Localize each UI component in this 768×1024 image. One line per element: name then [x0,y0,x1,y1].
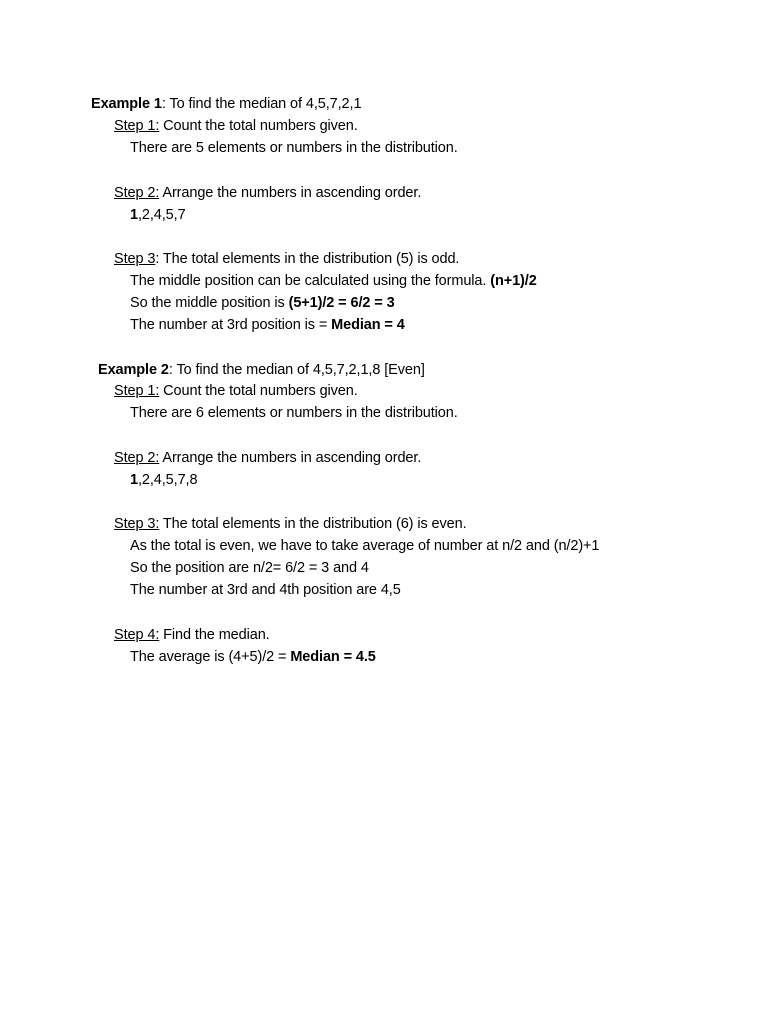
example1-middle-text: So the middle position is [130,295,289,311]
example1-result-text: The number at 3rd position is = [130,317,332,333]
example1-step2-label: Step 2: [114,185,160,201]
example1-step1-detail: There are 5 elements or numbers in the distribution. [130,140,458,156]
example1-step3 [114,249,459,269]
example2-label: Example 2 [98,362,169,378]
example1-label: Example 1 [91,96,162,112]
example2-step1 [114,381,358,401]
example1-step3-label: Step 3 [114,251,156,267]
example2-sorted-first: 1 [130,472,138,488]
example1-sorted-list [130,205,186,225]
example1-middle-line [130,293,395,313]
example1-formula-text: The middle position can be calculated using the formula. [130,273,491,289]
example2-step4-label: Step 4: [114,627,160,643]
example2-step2-label: Step 2: [114,450,160,466]
example1-formula-line [130,271,537,291]
example2-step4 [114,625,270,645]
example1-heading-text: : To find the median of 4,5,7,2,1 [161,96,362,112]
example2-step3-label: Step 3: [114,516,160,532]
example2-average-line: As the total is even, we have to take average of number at n/2 and (n/2)+1 [130,538,600,554]
example1-step1-label: Step 1: [114,118,160,134]
example2-step1-detail: There are 6 elements or numbers in the distribution. [130,405,458,421]
example2-heading-text: : To find the median of 4,5,7,2,1,8 [Even] [168,362,425,378]
example2-result: Median = 4.5 [290,649,376,665]
example1-middle-calc: (5+1)/2 = 6/2 = 3 [288,295,395,311]
example1-step3-text: : The total elements in the distribution (5) is odd. [155,251,460,267]
example2-step3-text: The total elements in the distribution (6) is even. [159,516,467,532]
example2-step1-label: Step 1: [114,383,160,399]
example2-heading [98,360,425,380]
example1-sorted-first: 1 [130,207,138,223]
example2-step3 [114,514,467,534]
example2-sorted-list [130,470,197,490]
example2-sorted-rest: ,2,4,5,7,8 [137,472,198,488]
example1-step1-text: Count the total numbers given. [159,118,358,134]
example2-step2 [114,448,421,468]
example1-step2 [114,183,421,203]
example1-sorted-rest: ,2,4,5,7 [137,207,186,223]
example2-position-line: So the position are n/2= 6/2 = 3 and 4 [130,560,369,576]
example1-result: Median = 4 [331,317,405,333]
example2-step4-text: Find the median. [159,627,270,643]
example2-average-text: The average is (4+5)/2 = [130,649,291,665]
example2-result-line [130,647,376,667]
example1-step1 [114,116,358,136]
example1-result-line [130,315,405,335]
example2-numbers-line: The number at 3rd and 4th position are 4,5 [130,582,401,598]
example1-heading [91,94,361,114]
example1-formula: (n+1)/2 [490,273,537,289]
example2-step1-text: Count the total numbers given. [159,383,358,399]
example1-step2-text: Arrange the numbers in ascending order. [159,185,422,201]
example2-step2-text: Arrange the numbers in ascending order. [159,450,422,466]
